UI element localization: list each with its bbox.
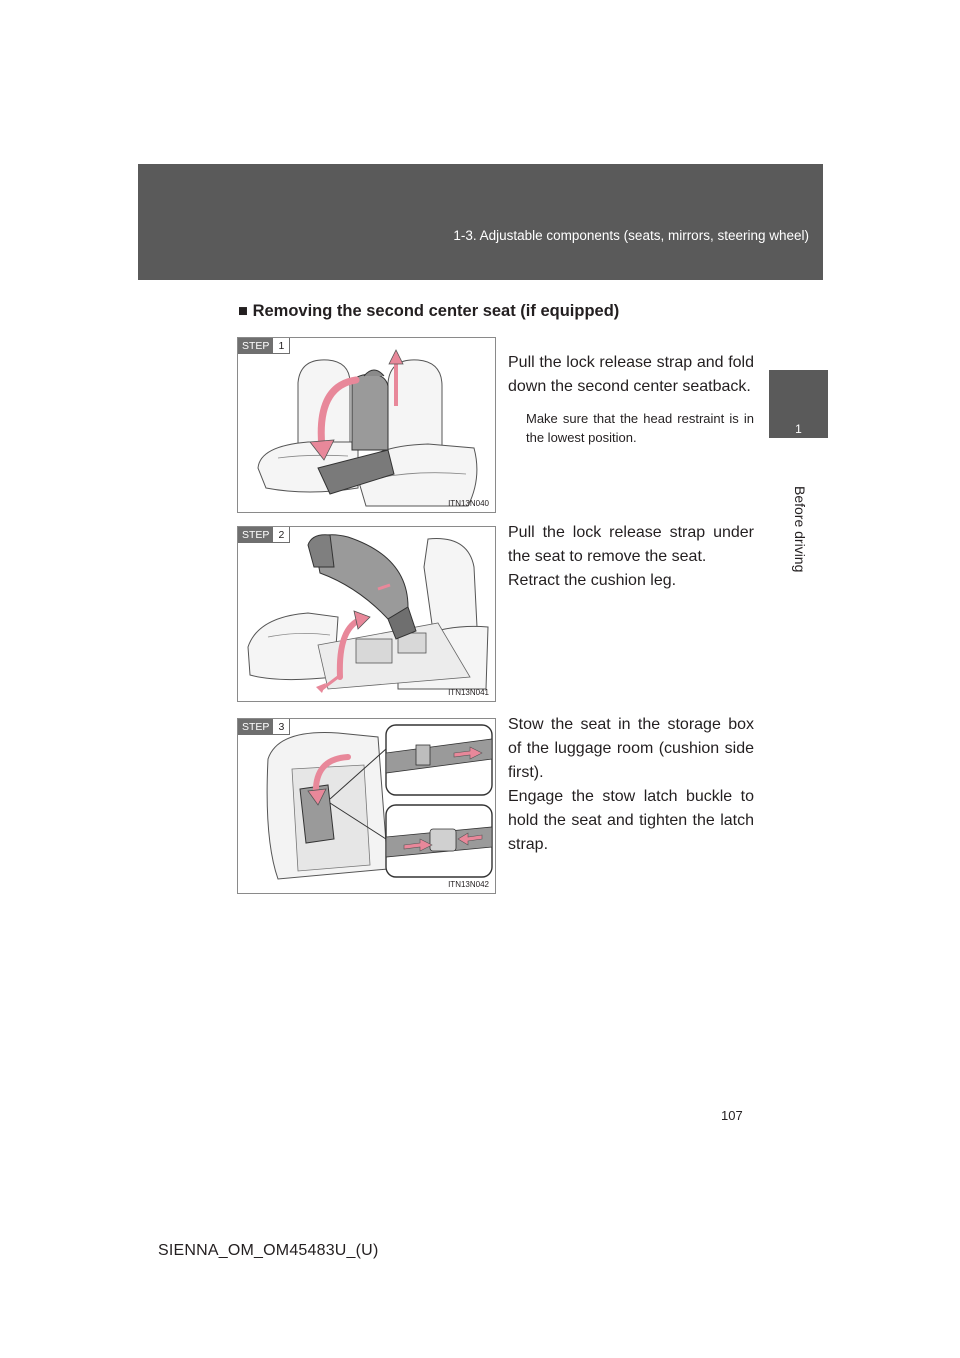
step-1-figure: [237, 337, 496, 513]
step-label: STEP: [238, 527, 273, 543]
figure-code: ITN13N041: [448, 688, 489, 697]
chapter-tab: [769, 370, 828, 438]
header-section-title: 1-3. Adjustable components (seats, mirrors, steering wheel): [453, 228, 809, 243]
chapter-label: Before driving: [792, 486, 808, 573]
section-heading: [238, 302, 619, 321]
step-2-instruction: Pull the lock release strap under the seat to remove the seat.: [508, 524, 754, 565]
step-3-figure: [237, 718, 496, 894]
chapter-number: 1: [795, 422, 802, 436]
step-3-badge: [238, 719, 290, 735]
step-3-instruction-2: Engage the stow latch buckle to hold the seat and tighten the latch strap.: [508, 788, 754, 853]
heading-bullet: ■: [238, 302, 248, 320]
document-id: SIENNA_OM_OM45483U_(U): [158, 1242, 379, 1259]
seat-stow-illustration: [238, 719, 495, 893]
step-3-instruction: Stow the seat in the storage box of the luggage room (cushion side first).: [508, 716, 754, 781]
header-band: [138, 164, 823, 280]
step-1-note: Make sure that the head restraint is in the lowest position.: [526, 411, 754, 445]
figure-code: ITN13N040: [448, 499, 489, 508]
step-2-instruction-2: Retract the cushion leg.: [508, 572, 677, 589]
seat-fold-illustration: [238, 338, 495, 512]
step-2-badge: [238, 527, 290, 543]
step-number: 1: [273, 338, 290, 354]
figure-code: ITN13N042: [448, 880, 489, 889]
heading-text: Removing the second center seat (if equipped): [252, 302, 620, 320]
page-number: 107: [721, 1108, 743, 1123]
step-1-instruction: Pull the lock release strap and fold down the second center seatback.: [508, 354, 754, 395]
step-number: 3: [273, 719, 290, 735]
step-label: STEP: [238, 719, 273, 735]
step-1-badge: [238, 338, 290, 354]
step-number: 2: [273, 527, 290, 543]
seat-remove-illustration: [238, 527, 495, 701]
step-label: STEP: [238, 338, 273, 354]
step-2-figure: [237, 526, 496, 702]
